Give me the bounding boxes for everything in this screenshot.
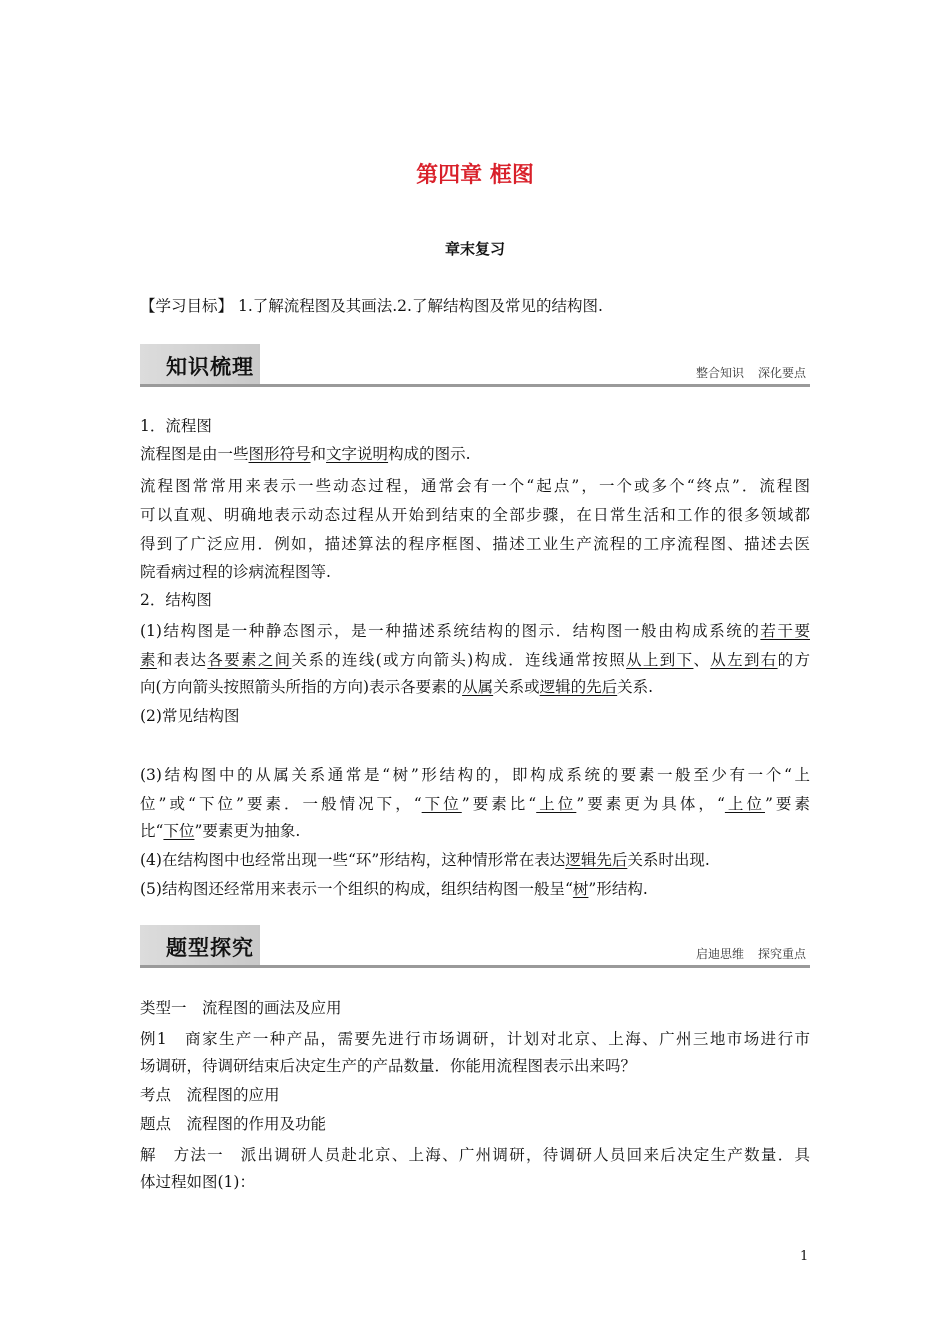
text-run: 比“ <box>140 822 164 840</box>
banner-rule <box>140 384 810 387</box>
structure-para-line <box>140 821 300 841</box>
type-heading: 类型一 流程图的画法及应用 <box>140 999 342 1017</box>
learning-objectives <box>140 296 603 316</box>
structure-para-line <box>140 677 653 697</box>
flowchart-para-line: 得到了广泛应用．例如，描述算法的程序框图、描述工业生产流程的工序流程图、描述去医 <box>140 535 810 553</box>
solution-line: 解 方法一 派出调研人员赴北京、上海、广州调研，待调研人员回来后决定生产数量．具 <box>140 1146 810 1164</box>
section-title: 章末复习 <box>444 240 505 258</box>
banner-title: 知识梳理 <box>166 355 254 379</box>
banner-tag: 深化要点 <box>757 366 806 380</box>
text-run: 和表达 <box>156 651 208 669</box>
structure-para-line <box>140 648 810 670</box>
section-banner-explore <box>140 925 810 971</box>
text-run: (4)在结构图中也经常出现一些“环”形结构，这种情形常在表达 <box>140 851 566 869</box>
underlined-term: 若干要 <box>760 622 810 640</box>
text-run: (5)结构图还经常用来表示一个组织的构成，组织结构图一般呈“ <box>140 880 573 898</box>
text-run: ”要素更为具体，“ <box>576 795 725 813</box>
text-run: 构成的图示. <box>388 445 471 463</box>
text-run: ”要素比“ <box>461 795 537 813</box>
text-run: 关系. <box>617 678 654 696</box>
structure-para-line <box>140 792 810 814</box>
flowchart-definition <box>140 444 471 464</box>
underlined-term: 下位 <box>421 795 462 813</box>
structure-para-line <box>140 850 710 870</box>
section-banner-knowledge <box>140 344 810 390</box>
solution-line: 体过程如图(1)： <box>140 1173 255 1191</box>
banner-tab <box>140 344 260 384</box>
flowchart-para-line: 可以直观、明确地表示动态过程从开始到结束的全部步骤，在日常生活和工作的很多领域都 <box>140 506 810 524</box>
kaodian-line: 考点 流程图的应用 <box>140 1086 280 1104</box>
flowchart-para-line: 流程图常常用来表示一些动态过程，通常会有一个“起点”，一个或多个“终点”．流程图 <box>140 477 810 495</box>
text-run: ”要素更为抽象. <box>194 822 301 840</box>
text-run: 的方 <box>777 651 810 669</box>
text-run: 和 <box>310 445 327 463</box>
text-run: ”要素 <box>764 795 810 813</box>
underlined-term: 从属 <box>462 678 494 696</box>
objectives-text: 1.了解流程图及其画法.2.了解结构图及常见的结构图. <box>237 297 603 315</box>
structure-para-line: (3)结构图中的从属关系通常是“树”形结构的，即构成系统的要素一般至少有一个“上 <box>140 766 810 784</box>
objectives-label: 【学习目标】 <box>140 297 234 315</box>
underlined-term: 文字说明 <box>326 445 389 463</box>
page-number: 1 <box>800 1249 809 1264</box>
underlined-term: 上位 <box>536 795 577 813</box>
banner-tags <box>696 364 806 381</box>
flowchart-heading: 1．流程图 <box>140 417 212 435</box>
underlined-term: 树 <box>572 880 589 898</box>
text-run: 、 <box>693 651 711 669</box>
structure-common-heading: (2)常见结构图 <box>140 707 240 725</box>
text-run: (1)结构图是一种静态图示，是一种描述系统结构的图示．结构图一般由构成系统的 <box>140 622 761 640</box>
underlined-term: 下位 <box>163 822 195 840</box>
underlined-term: 上位 <box>724 795 765 813</box>
flowchart-para-line: 院看病过程的诊病流程图等. <box>140 563 331 581</box>
text-run: 位”或“下位”要素．一般情况下，“ <box>140 795 422 813</box>
underlined-term: 图形符号 <box>248 445 311 463</box>
underlined-term: 各要素之间 <box>207 651 292 669</box>
example-line: 场调研，待调研结束后决定生产的产品数量．你能用流程图表示出来吗？ <box>140 1057 637 1075</box>
underlined-term: 从左到右 <box>710 651 778 669</box>
banner-rule <box>140 965 810 968</box>
tidian-line: 题点 流程图的作用及功能 <box>140 1115 327 1133</box>
structure-para-line <box>140 619 810 641</box>
banner-tags <box>696 945 806 962</box>
text-run: 关系的连线(或方向箭头)构成．连线通常按照 <box>291 651 627 669</box>
text-run: 向(方向箭头按照箭头所指的方向)表示各要素的 <box>140 678 463 696</box>
text-run: ”形结构. <box>588 880 648 898</box>
text-run: 流程图是由一些 <box>140 445 249 463</box>
underlined-term: 素 <box>140 651 157 669</box>
chapter-title: 第四章 框图 <box>416 163 534 188</box>
underlined-term: 从上到下 <box>626 651 694 669</box>
banner-tag: 整合知识 <box>695 366 744 380</box>
banner-tab <box>140 925 260 965</box>
underlined-term: 逻辑先后 <box>565 851 628 869</box>
banner-tag: 探究重点 <box>757 947 806 961</box>
banner-title: 题型探究 <box>166 936 254 960</box>
example-line: 例1 商家生产一种产品，需要先进行市场调研，计划对北京、上海、广州三地市场进行市 <box>140 1030 810 1048</box>
banner-tag: 启迪思维 <box>695 947 744 961</box>
text-run: 关系时出现. <box>627 851 710 869</box>
structure-para-line <box>140 879 648 899</box>
structure-heading: 2．结构图 <box>140 591 212 609</box>
underlined-term: 逻辑的先后 <box>539 678 618 696</box>
text-run: 关系或 <box>493 678 540 696</box>
